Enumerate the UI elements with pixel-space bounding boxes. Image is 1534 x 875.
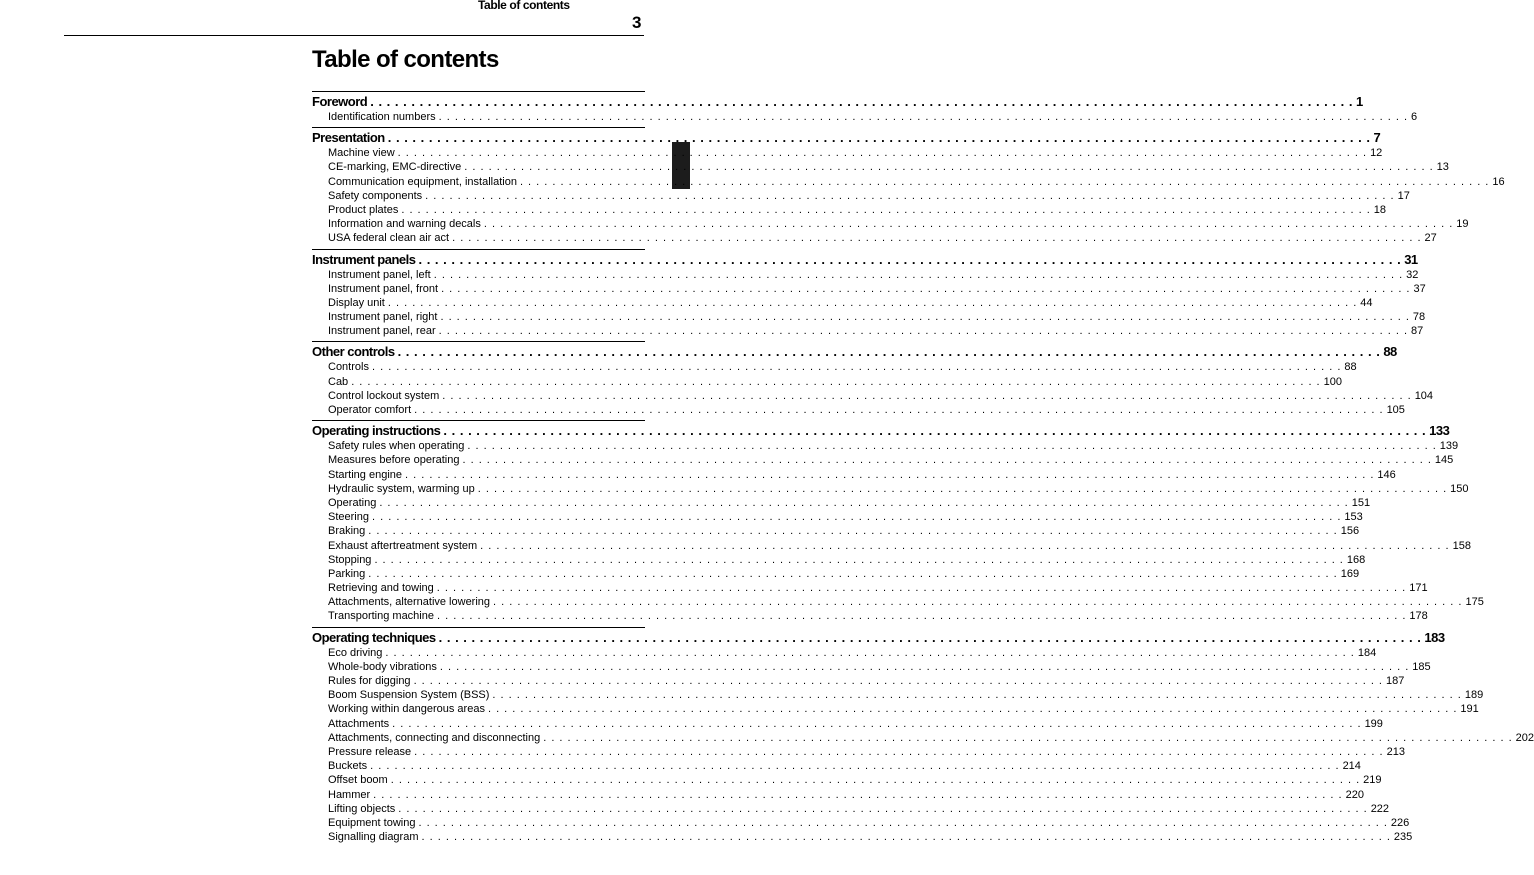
toc-entry[interactable] <box>312 582 1428 596</box>
toc-entry-label: Machine view <box>328 147 395 160</box>
toc-entry-label: Starting engine <box>328 468 402 481</box>
table-of-contents <box>312 91 1534 847</box>
toc-entry-page-number: 150 <box>1450 482 1469 495</box>
toc-entry[interactable] <box>312 788 1364 803</box>
toc-entry[interactable] <box>312 311 1426 325</box>
toc-entry-label: Offset boom <box>328 774 388 787</box>
toc-entry-page-number: 219 <box>1363 774 1382 787</box>
toc-entry-label: Cab <box>328 375 349 388</box>
toc-entry-page-number: 222 <box>1370 802 1390 815</box>
toc-entry-page-number: 220 <box>1345 788 1364 801</box>
toc-entry[interactable] <box>312 404 1405 418</box>
dot-leader: . . . . . . . . . . . . . . . . . . . . . . . . . . . . . . . . . . . . . . . . . . . . . . . . . . . . . . . . . . . . . . . . . . . . . . . . . . . . . . . . . . . . . . . . . . . . . . . . . . . . . . . . . . . . . . . . . . . . . . . . <box>392 717 1362 730</box>
dot-leader: . . . . . . . . . . . . . . . . . . . . . . . . . . . . . . . . . . . . . . . . . . . . . . . . . . . . . . . . . . . . . . . . . . . . . . . . . . . . . . . . . . . . . . . . . . . . . . . . . . . . . . . . . . . . . . . . . . . . . . . . <box>379 496 1349 509</box>
toc-entry-page-number: 12 <box>1370 147 1383 160</box>
toc-entry-label: Attachments, connecting and disconnecting <box>328 731 541 744</box>
dot-leader: . . . . . . . . . . . . . . . . . . . . . . . . . . . . . . . . . . . . . . . . . . . . . . . . . . . . . . . . . . . . . . . . . . . . . . . . . . . . . . . . . . . . . . . . . . . . . . . . . . . . . . . . . . . . . . . . . . . . . . . . <box>443 423 1427 439</box>
toc-entry[interactable] <box>312 375 1342 390</box>
toc-entry-label: Instrument panel, rear <box>328 325 436 338</box>
toc-entry-page-number: 13 <box>1436 161 1449 174</box>
toc-entry-page-number: 178 <box>1409 610 1428 623</box>
toc-entry-label: Hammer <box>328 788 371 801</box>
toc-entry-label: Buckets <box>328 760 368 773</box>
toc-section-heading-label: Instrument panels <box>312 251 416 267</box>
toc-section-heading-page-number: 7 <box>1373 130 1381 146</box>
toc-entry[interactable] <box>312 232 1437 246</box>
toc-entry-label: CE-marking, EMC-directive <box>328 161 462 174</box>
toc-entry-page-number: 44 <box>1360 296 1373 309</box>
dot-leader: . . . . . . . . . . . . . . . . . . . . . . . . . . . . . . . . . . . . . . . . . . . . . . . . . . . . . . . . . . . . . . . . . . . . . . . . . . . . . . . . . . . . . . . . . . . . . . . . . . . . . . . . . . . . . . . . . . . . . . . . <box>418 816 1388 829</box>
toc-section-heading[interactable] <box>312 629 1445 647</box>
toc-entry-label: Identification numbers <box>328 111 436 123</box>
dot-leader: . . . . . . . . . . . . . . . . . . . . . . . . . . . . . . . . . . . . . . . . . . . . . . . . . . . . . . . . . . . . . . . . . . . . . . . . . . . . . . . . . . . . . . . . . . . . . . . . . . . . . . . . . . . . . . . . . . . . . . . . <box>440 311 1410 324</box>
dot-leader: . . . . . . . . . . . . . . . . . . . . . . . . . . . . . . . . . . . . . . . . . . . . . . . . . . . . . . . . . . . . . . . . . . . . . . . . . . . . . . . . . . . . . . . . . . . . . . . . . . . . . . . . . . . . . . . . . . . . . . . . <box>483 218 1454 231</box>
toc-entry[interactable] <box>312 675 1405 689</box>
toc-entry-page-number: 27 <box>1424 232 1437 245</box>
toc-entry-label: Lifting objects <box>328 802 396 815</box>
toc-entry-page-number: 191 <box>1460 703 1479 716</box>
dot-leader: . . . . . . . . . . . . . . . . . . . . . . . . . . . . . . . . . . . . . . . . . . . . . . . . . . . . . . . . . . . . . . . . . . . . . . . . . . . . . . . . . . . . . . . . . . . . . . . . . . . . . . . . . . . . . . . . . . . . . . . . <box>414 404 1384 416</box>
toc-section-heading-page-number: 1 <box>1355 94 1363 109</box>
toc-entry[interactable] <box>312 482 1469 497</box>
toc-entry-label: Braking <box>328 525 366 538</box>
toc-entry-page-number: 153 <box>1344 511 1363 524</box>
toc-entry[interactable] <box>312 745 1405 760</box>
toc-entry-label: Steering <box>328 511 369 524</box>
dot-leader: . . . . . . . . . . . . . . . . . . . . . . . . . . . . . . . . . . . . . . . . . . . . . . . . . . . . . . . . . . . . . . . . . . . . . . . . . . . . . . . . . . . . . . . . . . . . . . . . . . . . . . . . . . . . . . . . . . . . . . . . <box>370 760 1340 773</box>
dot-leader: . . . . . . . . . . . . . . . . . . . . . . . . . . . . . . . . . . . . . . . . . . . . . . . . . . . . . . . . . . . . . . . . . . . . . . . . . . . . . . . . . . . . . . . . . . . . . . . . . . . . . . . . . . . . . . . . . . . . . . . . <box>371 361 1342 374</box>
dot-leader: . . . . . . . . . . . . . . . . . . . . . . . . . . . . . . . . . . . . . . . . . . . . . . . . . . . . . . . . . . . . . . . . . . . . . . . . . . . . . . . . . . . . . . . . . . . . . . . . . . . . . . . . . . . . . . . . . . . . . . . . <box>374 553 1344 566</box>
toc-section-heading[interactable] <box>312 130 1381 147</box>
toc-entry-page-number: 213 <box>1386 745 1405 758</box>
header-rule <box>64 35 644 36</box>
toc-entry[interactable] <box>312 454 1454 468</box>
toc-entry-page-number: 226 <box>1390 816 1410 829</box>
toc-entry-label: Safety rules when operating <box>328 440 465 453</box>
dot-leader: . . . . . . . . . . . . . . . . . . . . . . . . . . . . . . . . . . . . . . . . . . . . . . . . . . . . . . . . . . . . . . . . . . . . . . . . . . . . . . . . . . . . . . . . . . . . . . . . . . . . . . . . . . . . . . . . . . . . . . . . <box>438 325 1409 338</box>
toc-entry-page-number: 6 <box>1411 111 1418 123</box>
toc-entry-page-number: 175 <box>1465 596 1484 609</box>
toc-entry[interactable] <box>312 218 1469 232</box>
toc-entry-page-number: 184 <box>1357 646 1377 659</box>
toc-entry-label: Working within dangerous areas <box>328 703 485 716</box>
toc-section <box>312 249 1426 340</box>
dot-leader: . . . . . . . . . . . . . . . . . . . . . . . . . . . . . . . . . . . . . . . . . . . . . . . . . . . . . . . . . . . . . . . . . . . . . . . . . . . . . . . . . . . . . . . . . . . . . . . . . . . . . . . . . . . . . . . . . . . . . . . . <box>387 130 1371 146</box>
dot-leader: . . . . . . . . . . . . . . . . . . . . . . . . . . . . . . . . . . . . . . . . . . . . . . . . . . . . . . . . . . . . . . . . . . . . . . . . . . . . . . . . . . . . . . . . . . . . . . . . . . . . . . . . . . . . . . . . . . . . . . . . <box>405 468 1375 481</box>
toc-entry[interactable] <box>312 268 1419 283</box>
dot-leader: . . . . . . . . . . . . . . . . . . . . . . . . . . . . . . . . . . . . . . . . . . . . . . . . . . . . . . . . . . . . . . . . . . . . . . . . . . . . . . . . . . . . . . . . . . . . . . . . . . . . . . . . . . . . . . . . . . . . . . . . <box>368 525 1338 538</box>
toc-entry[interactable] <box>312 802 1390 817</box>
toc-entry[interactable] <box>312 610 1428 624</box>
toc-entry-page-number: 169 <box>1340 567 1360 580</box>
dot-leader: . . . . . . . . . . . . . . . . . . . . . . . . . . . . . . . . . . . . . . . . . . . . . . . . . . . . . . . . . . . . . . . . . . . . . . . . . . . . . . . . . . . . . . . . . . . . . . . . . . . . . . . . . . . . . . . . . . . . . . . . <box>442 389 1412 402</box>
toc-entry-label: Parking <box>328 567 366 580</box>
dot-leader: . . . . . . . . . . . . . . . . . . . . . . . . . . . . . . . . . . . . . . . . . . . . . . . . . . . . . . . . . . . . . . . . . . . . . . . . . . . . . . . . . . . . . . . . . . . . . . . . . . . . . . . . . . . . . . . . . . . . . . . . <box>418 251 1402 267</box>
toc-entry-label: Rules for digging <box>328 675 411 687</box>
toc-entry[interactable] <box>312 816 1410 831</box>
toc-entry-page-number: 146 <box>1377 468 1396 481</box>
toc-section <box>312 127 1505 246</box>
page-number: 3 <box>632 13 642 32</box>
toc-section-heading-label: Operating techniques <box>312 629 436 645</box>
toc-entry-page-number: 88 <box>1344 361 1357 374</box>
toc-entry-page-number: 185 <box>1412 660 1431 673</box>
toc-entry-label: Operator comfort <box>328 404 412 416</box>
toc-entry[interactable] <box>312 511 1363 525</box>
toc-entry[interactable] <box>312 296 1373 311</box>
toc-entry-label: Instrument panel, right <box>328 311 438 324</box>
running-header-title: Table of contents <box>478 0 570 12</box>
toc-entry-page-number: 202 <box>1515 731 1534 744</box>
toc-entry-page-number: 37 <box>1413 282 1426 295</box>
toc-section-heading-label: Other controls <box>312 344 395 360</box>
toc-entry[interactable] <box>312 161 1449 175</box>
dot-leader: . . . . . . . . . . . . . . . . . . . . . . . . . . . . . . . . . . . . . . . . . . . . . . . . . . . . . . . . . . . . . . . . . . . . . . . . . . . . . . . . . . . . . . . . . . . . . . . . . . . . . . . . . . . . . . . . . . . . . . . . <box>467 440 1437 453</box>
toc-section-heading[interactable] <box>312 251 1418 269</box>
dot-leader: . . . . . . . . . . . . . . . . . . . . . . . . . . . . . . . . . . . . . . . . . . . . . . . . . . . . . . . . . . . . . . . . . . . . . . . . . . . . . . . . . . . . . . . . . . . . . . . . . . . . . . . . . . . . . . . . . . . . . . . . <box>401 203 1371 216</box>
dot-leader: . . . . . . . . . . . . . . . . . . . . . . . . . . . . . . . . . . . . . . . . . . . . . . . . . . . . . . . . . . . . . . . . . . . . . . . . . . . . . . . . . . . . . . . . . . . . . . . . . . . . . . . . . . . . . . . . . . . . . . . . <box>351 375 1321 388</box>
toc-entry[interactable] <box>312 389 1434 404</box>
dot-leader: . . . . . . . . . . . . . . . . . . . . . . . . . . . . . . . . . . . . . . . . . . . . . . . . . . . . . . . . . . . . . . . . . . . . . . . . . . . . . . . . . . . . . . . . . . . . . . . . . . . . . . . . . . . . . . . . . . . . . . . . <box>414 745 1384 758</box>
toc-entry-page-number: 145 <box>1434 454 1454 467</box>
toc-section-heading[interactable] <box>312 423 1450 440</box>
toc-entry[interactable] <box>312 646 1377 661</box>
toc-entry[interactable] <box>312 539 1471 554</box>
dot-leader: . . . . . . . . . . . . . . . . . . . . . . . . . . . . . . . . . . . . . . . . . . . . . . . . . . . . . . . . . . . . . . . . . . . . . . . . . . . . . . . . . . . . . . . . . . . . . . . . . . . . . . . . . . . . . . . . . . . . . . . . <box>371 511 1342 524</box>
toc-entry-label: Instrument panel, left <box>328 268 431 281</box>
toc-entry-page-number: 105 <box>1386 404 1405 416</box>
toc-entry-label: Boom Suspension System (BSS) <box>328 689 490 702</box>
toc-entry-label: Pressure release <box>328 745 412 758</box>
toc-entry-label: Hydraulic system, warming up <box>328 482 475 495</box>
toc-entry[interactable] <box>312 596 1484 610</box>
toc-entry-page-number: 18 <box>1373 203 1386 216</box>
toc-entry-label: Instrument panel, front <box>328 282 439 295</box>
toc-section <box>312 627 1534 846</box>
toc-entry[interactable] <box>312 760 1361 774</box>
dot-leader: . . . . . . . . . . . . . . . . . . . . . . . . . . . . . . . . . . . . . . . . . . . . . . . . . . . . . . . . . . . . . . . . . . . . . . . . . . . . . . . . . . . . . . . . . . . . . . . . . . . . . . . . . . . . . . . . . . . . . . . . <box>387 296 1358 309</box>
toc-entry[interactable] <box>312 175 1505 190</box>
dot-leader: . . . . . . . . . . . . . . . . . . . . . . . . . . . . . . . . . . . . . . . . . . . . . . . . . . . . . . . . . . . . . . . . . . . . . . . . . . . . . . . . . . . . . . . . . . . . . . . . . . . . . . . . . . . . . . . . . . . . . . . . <box>373 788 1343 801</box>
toc-entry-page-number: 171 <box>1409 582 1428 595</box>
dot-leader: . . . . . . . . . . . . . . . . . . . . . . . . . . . . . . . . . . . . . . . . . . . . . . . . . . . . . . . . . . . . . . . . . . . . . . . . . . . . . . . . . . . . . . . . . . . . . . . . . . . . . . . . . . . . . . . . . . . . . . . . <box>413 675 1383 687</box>
toc-entry-page-number: 100 <box>1323 375 1342 388</box>
toc-entry[interactable] <box>312 203 1386 218</box>
toc-entry-page-number: 235 <box>1393 831 1413 844</box>
toc-entry-page-number: 151 <box>1351 496 1371 509</box>
toc-section-heading-label: Operating instructions <box>312 423 441 439</box>
dot-leader: . . . . . . . . . . . . . . . . . . . . . . . . . . . . . . . . . . . . . . . . . . . . . . . . . . . . . . . . . . . . . . . . . . . . . . . . . . . . . . . . . . . . . . . . . . . . . . . . . . . . . . . . . . . . . . . . . . . . . . . . <box>480 539 1450 552</box>
toc-entry-page-number: 78 <box>1412 311 1426 324</box>
toc-entry[interactable] <box>312 496 1371 511</box>
dot-leader: . . . . . . . . . . . . . . . . . . . . . . . . . . . . . . . . . . . . . . . . . . . . . . . . . . . . . . . . . . . . . . . . . . . . . . . . . . . . . . . . . . . . . . . . . . . . . . . . . . . . . . . . . . . . . . . . . . . . . . . . <box>464 161 1434 174</box>
toc-entry[interactable] <box>312 325 1424 339</box>
toc-entry-page-number: 16 <box>1492 175 1505 188</box>
dot-leader: . . . . . . . . . . . . . . . . . . . . . . . . . . . . . . . . . . . . . . . . . . . . . . . . . . . . . . . . . . . . . . . . . . . . . . . . . . . . . . . . . . . . . . . . . . . . . . . . . . . . . . . . . . . . . . . . . . . . . . . . <box>390 774 1361 787</box>
dot-leader: . . . . . . . . . . . . . . . . . . . . . . . . . . . . . . . . . . . . . . . . . . . . . . . . . . . . . . . . . . . . . . . . . . . . . . . . . . . . . . . . . . . . . . . . . . . . . . . . . . . . . . . . . . . . . . . . . . . . . . . . <box>493 596 1463 609</box>
dot-leader: . . . . . . . . . . . . . . . . . . . . . . . . . . . . . . . . . . . . . . . . . . . . . . . . . . . . . . . . . . . . . . . . . . . . . . . . . . . . . . . . . . . . . . . . . . . . . . . . . . . . . . . . . . . . . . . . . . . . . . . . <box>397 344 1381 360</box>
toc-entry-label: Control lockout system <box>328 389 440 402</box>
dot-leader: . . . . . . . . . . . . . . . . . . . . . . . . . . . . . . . . . . . . . . . . . . . . . . . . . . . . . . . . . . . . . . . . . . . . . . . . . . . . . . . . . . . . . . . . . . . . . . . . . . . . . . . . . . . . . . . . . . . . . . . . <box>519 175 1490 188</box>
dot-leader: . . . . . . . . . . . . . . . . . . . . . . . . . . . . . . . . . . . . . . . . . . . . . . . . . . . . . . . . . . . . . . . . . . . . . . . . . . . . . . . . . . . . . . . . . . . . . . . . . . . . . . . . . . . . . . . . . . . . . . . . <box>397 147 1368 160</box>
toc-entry[interactable] <box>312 731 1534 746</box>
toc-section-heading-page-number: 183 <box>1424 629 1445 645</box>
toc-entry-page-number: 189 <box>1464 689 1484 702</box>
toc-entry-label: Whole-body vibrations <box>328 660 437 673</box>
toc-entry-label: Operating <box>328 496 377 509</box>
toc-entry-label: Eco driving <box>328 646 383 659</box>
toc-entry-label: Attachments, alternative lowering <box>328 596 491 609</box>
toc-entry-page-number: 168 <box>1346 553 1366 566</box>
toc-entry-label: Exhaust aftertreatment system <box>328 539 478 552</box>
dot-leader: . . . . . . . . . . . . . . . . . . . . . . . . . . . . . . . . . . . . . . . . . . . . . . . . . . . . . . . . . . . . . . . . . . . . . . . . . . . . . . . . . . . . . . . . . . . . . . . . . . . . . . . . . . . . . . . . . . . . . . . . <box>370 94 1353 109</box>
toc-section-heading[interactable] <box>312 94 1363 111</box>
page-title: Table of contents <box>312 46 499 73</box>
dot-leader: . . . . . . . . . . . . . . . . . . . . . . . . . . . . . . . . . . . . . . . . . . . . . . . . . . . . . . . . . . . . . . . . . . . . . . . . . . . . . . . . . . . . . . . . . . . . . . . . . . . . . . . . . . . . . . . . . . . . . . . . <box>441 282 1411 295</box>
toc-entry[interactable] <box>312 717 1383 732</box>
toc-entry[interactable] <box>312 189 1410 204</box>
toc-section-heading-page-number: 133 <box>1429 423 1450 439</box>
dot-leader: . . . . . . . . . . . . . . . . . . . . . . . . . . . . . . . . . . . . . . . . . . . . . . . . . . . . . . . . . . . . . . . . . . . . . . . . . . . . . . . . . . . . . . . . . . . . . . . . . . . . . . . . . . . . . . . . . . . . . . . . <box>433 268 1404 281</box>
toc-entry-page-number: 158 <box>1452 539 1471 552</box>
toc-entry-page-number: 139 <box>1439 440 1459 453</box>
toc-entry[interactable] <box>312 689 1484 703</box>
dot-leader: . . . . . . . . . . . . . . . . . . . . . . . . . . . . . . . . . . . . . . . . . . . . . . . . . . . . . . . . . . . . . . . . . . . . . . . . . . . . . . . . . . . . . . . . . . . . . . . . . . . . . . . . . . . . . . . . . . . . . . . . <box>438 111 1409 123</box>
toc-section-heading-label: Presentation <box>312 130 385 146</box>
toc-section-heading-label: Foreword <box>312 94 368 109</box>
toc-entry-label: Equipment towing <box>328 816 416 829</box>
toc-entry[interactable] <box>312 774 1382 788</box>
toc-entry-label: USA federal clean air act <box>328 232 450 245</box>
toc-entry[interactable] <box>312 111 1418 125</box>
toc-entry[interactable] <box>312 703 1479 717</box>
toc-entry-label: Product plates <box>328 203 399 216</box>
toc-section <box>312 91 1418 125</box>
toc-section <box>312 420 1484 624</box>
toc-entry-page-number: 214 <box>1342 760 1361 773</box>
toc-entry-page-number: 104 <box>1414 389 1434 402</box>
toc-entry-label: Transporting machine <box>328 610 434 623</box>
dot-leader: . . . . . . . . . . . . . . . . . . . . . . . . . . . . . . . . . . . . . . . . . . . . . . . . . . . . . . . . . . . . . . . . . . . . . . . . . . . . . . . . . . . . . . . . . . . . . . . . . . . . . . . . . . . . . . . . . . . . . . . . <box>425 189 1395 202</box>
dot-leader: . . . . . . . . . . . . . . . . . . . . . . . . . . . . . . . . . . . . . . . . . . . . . . . . . . . . . . . . . . . . . . . . . . . . . . . . . . . . . . . . . . . . . . . . . . . . . . . . . . . . . . . . . . . . . . . . . . . . . . . . <box>543 731 1513 744</box>
dot-leader: . . . . . . . . . . . . . . . . . . . . . . . . . . . . . . . . . . . . . . . . . . . . . . . . . . . . . . . . . . . . . . . . . . . . . . . . . . . . . . . . . . . . . . . . . . . . . . . . . . . . . . . . . . . . . . . . . . . . . . . . <box>368 567 1338 580</box>
toc-entry-label: Controls <box>328 361 369 374</box>
toc-entry-label: Communication equipment, installation <box>328 175 517 188</box>
toc-entry-label: Stopping <box>328 553 372 566</box>
toc-entry[interactable] <box>312 553 1366 568</box>
toc-section-heading-page-number: 31 <box>1404 251 1418 267</box>
toc-entry[interactable] <box>312 440 1459 454</box>
toc-entry[interactable] <box>312 361 1357 375</box>
dot-leader: . . . . . . . . . . . . . . . . . . . . . . . . . . . . . . . . . . . . . . . . . . . . . . . . . . . . . . . . . . . . . . . . . . . . . . . . . . . . . . . . . . . . . . . . . . . . . . . . . . . . . . . . . . . . . . . . . . . . . . . . <box>385 646 1355 659</box>
toc-entry[interactable] <box>312 468 1396 483</box>
toc-entry[interactable] <box>312 831 1413 845</box>
toc-entry-label: Information and warning decals <box>328 218 481 231</box>
toc-entry-label: Measures before operating <box>328 454 460 467</box>
toc-entry-page-number: 87 <box>1411 325 1424 338</box>
toc-entry-label: Signalling diagram <box>328 831 419 844</box>
toc-entry-label: Retrieving and towing <box>328 582 434 595</box>
toc-entry[interactable] <box>312 147 1383 161</box>
toc-entry-page-number: 32 <box>1406 268 1419 281</box>
toc-section-heading[interactable] <box>312 344 1397 361</box>
toc-section <box>312 341 1434 418</box>
dot-leader: . . . . . . . . . . . . . . . . . . . . . . . . . . . . . . . . . . . . . . . . . . . . . . . . . . . . . . . . . . . . . . . . . . . . . . . . . . . . . . . . . . . . . . . . . . . . . . . . . . . . . . . . . . . . . . . . . . . . . . . . <box>421 831 1391 844</box>
dot-leader: . . . . . . . . . . . . . . . . . . . . . . . . . . . . . . . . . . . . . . . . . . . . . . . . . . . . . . . . . . . . . . . . . . . . . . . . . . . . . . . . . . . . . . . . . . . . . . . . . . . . . . . . . . . . . . . . . . . . . . . . <box>436 582 1407 595</box>
toc-entry[interactable] <box>312 525 1360 539</box>
toc-entry[interactable] <box>312 660 1431 675</box>
dot-leader: . . . . . . . . . . . . . . . . . . . . . . . . . . . . . . . . . . . . . . . . . . . . . . . . . . . . . . . . . . . . . . . . . . . . . . . . . . . . . . . . . . . . . . . . . . . . . . . . . . . . . . . . . . . . . . . . . . . . . . . . <box>462 454 1432 467</box>
dot-leader: . . . . . . . . . . . . . . . . . . . . . . . . . . . . . . . . . . . . . . . . . . . . . . . . . . . . . . . . . . . . . . . . . . . . . . . . . . . . . . . . . . . . . . . . . . . . . . . . . . . . . . . . . . . . . . . . . . . . . . . . <box>438 629 1422 645</box>
toc-entry-page-number: 187 <box>1385 675 1405 687</box>
dot-leader: . . . . . . . . . . . . . . . . . . . . . . . . . . . . . . . . . . . . . . . . . . . . . . . . . . . . . . . . . . . . . . . . . . . . . . . . . . . . . . . . . . . . . . . . . . . . . . . . . . . . . . . . . . . . . . . . . . . . . . . . <box>492 689 1462 702</box>
dot-leader: . . . . . . . . . . . . . . . . . . . . . . . . . . . . . . . . . . . . . . . . . . . . . . . . . . . . . . . . . . . . . . . . . . . . . . . . . . . . . . . . . . . . . . . . . . . . . . . . . . . . . . . . . . . . . . . . . . . . . . . . <box>487 703 1458 716</box>
toc-entry-page-number: 17 <box>1397 189 1410 202</box>
toc-entry[interactable] <box>312 282 1426 297</box>
dot-leader: . . . . . . . . . . . . . . . . . . . . . . . . . . . . . . . . . . . . . . . . . . . . . . . . . . . . . . . . . . . . . . . . . . . . . . . . . . . . . . . . . . . . . . . . . . . . . . . . . . . . . . . . . . . . . . . . . . . . . . . . <box>452 232 1422 245</box>
toc-section-heading-page-number: 88 <box>1383 344 1397 360</box>
toc-entry-label: Display unit <box>328 296 385 309</box>
toc-entry-label: Safety components <box>328 189 423 202</box>
toc-entry-page-number: 19 <box>1456 218 1469 231</box>
toc-entry-page-number: 199 <box>1364 717 1383 730</box>
toc-entry-page-number: 156 <box>1340 525 1360 538</box>
toc-entry[interactable] <box>312 567 1360 582</box>
dot-leader: . . . . . . . . . . . . . . . . . . . . . . . . . . . . . . . . . . . . . . . . . . . . . . . . . . . . . . . . . . . . . . . . . . . . . . . . . . . . . . . . . . . . . . . . . . . . . . . . . . . . . . . . . . . . . . . . . . . . . . . . <box>477 482 1448 495</box>
dot-leader: . . . . . . . . . . . . . . . . . . . . . . . . . . . . . . . . . . . . . . . . . . . . . . . . . . . . . . . . . . . . . . . . . . . . . . . . . . . . . . . . . . . . . . . . . . . . . . . . . . . . . . . . . . . . . . . . . . . . . . . . <box>439 660 1410 673</box>
dot-leader: . . . . . . . . . . . . . . . . . . . . . . . . . . . . . . . . . . . . . . . . . . . . . . . . . . . . . . . . . . . . . . . . . . . . . . . . . . . . . . . . . . . . . . . . . . . . . . . . . . . . . . . . . . . . . . . . . . . . . . . . <box>398 802 1368 815</box>
dot-leader: . . . . . . . . . . . . . . . . . . . . . . . . . . . . . . . . . . . . . . . . . . . . . . . . . . . . . . . . . . . . . . . . . . . . . . . . . . . . . . . . . . . . . . . . . . . . . . . . . . . . . . . . . . . . . . . . . . . . . . . . <box>436 610 1407 623</box>
toc-entry-label: Attachments <box>328 717 390 730</box>
